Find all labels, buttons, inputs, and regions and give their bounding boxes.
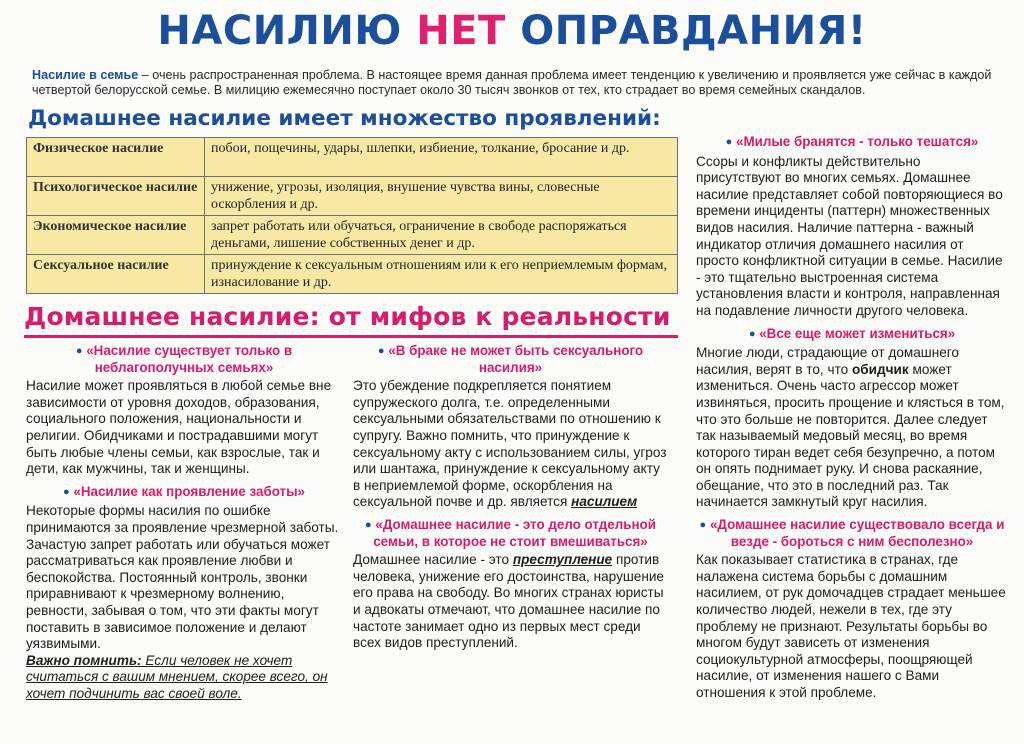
table-row bbox=[27, 255, 678, 294]
bullet-icon: ● bbox=[365, 518, 372, 531]
myth-text: Как показывает статистика в странах, где налажена система борьбы с домашним насилием, от рук домочадцев страдает меньшее количество людей, нежели в тех, где эту проблему не признают. Результаты борьбы во многом будут зависеть от изменения социокультурной атмосферы, поощряющей насилие, от изменения нашего с Вами отношения к этой проблеме. bbox=[696, 552, 1006, 700]
title-part-1: НАСИЛИЮ bbox=[157, 8, 417, 54]
myth-text: Некоторые формы насилия по ошибке принимаются за проявление чрезмерной заботы. Зачастую запрет работать или обучаться может рассматриваться как проявление любви и беспокойства. Постоянный контроль, звонки приравнивают к чрезмерному волнению, ревности, забывая о том, что эти факты могут поставить в зависимое положение и делают уязвимыми. bbox=[26, 503, 339, 652]
title-accent: НЕТ bbox=[416, 8, 506, 54]
bullet-icon: ● bbox=[75, 345, 83, 357]
table-cell-kind: Физическое насилие bbox=[27, 138, 205, 177]
myth-text: Ссоры и конфликты действительно присутствуют во многих семьях. Домашнее насилие представляет собой повторяющиеся во времени инциденты (паттерн) множественных видов насилия. Наличие паттерна - важный индикатор отличия домашнего насилия от просто конфликтной ситуации в семье. Насилие - это тщательно выстроенная система установления власти и контроля, направленная на подавление личности другого человека. bbox=[696, 153, 1003, 318]
myth-title: ● «Насилие существует только в неблагополучных семьях» bbox=[75, 343, 293, 375]
myth-text: Это убеждение подкрепляется понятием супружеского долга, т.е. определенными сексуальными обязательствами по отношению к супругу. Важно помнить, что принуждение к сексуальному акту с использованием силы, угроз или шантажа, принуждение к сексуальному акту в неприемлемой форме, оскорбления на сексуальной почве и др. является насилием bbox=[353, 378, 667, 510]
table-cell-desc: запрет работать или обучаться, ограничение в свободе распоряжаться деньгами, лишение собственных денег и др. bbox=[205, 216, 678, 255]
myths-column-left bbox=[26, 343, 342, 702]
myth-title: ● «Домашнее насилие существовало всегда и везде - бороться с ним бесполезно» bbox=[699, 517, 1005, 549]
bullet-icon: ● bbox=[699, 519, 707, 532]
emphasis-word: обидчик bbox=[851, 361, 909, 377]
myth-title: ● «Все еще может измениться» bbox=[748, 325, 956, 341]
myths-column-right bbox=[696, 134, 1008, 702]
bullet-icon: ● bbox=[748, 327, 756, 340]
myths-heading-underline bbox=[24, 335, 678, 338]
myth-title: ● «В браке не может быть сексуального насилия» bbox=[377, 343, 644, 375]
table-cell-kind: Сексуальное насилие bbox=[27, 255, 205, 294]
myths-heading: Домашнее насилие: от мифов к реальности bbox=[24, 302, 671, 331]
table-row bbox=[27, 138, 678, 177]
important-note-label: Важно помнить: bbox=[26, 652, 142, 668]
intro-paragraph bbox=[32, 68, 1007, 98]
table-cell-desc: побои, пощечины, удары, шлепки, избиение, толкание, бросание и др. bbox=[205, 138, 678, 177]
myth-title: ● «Насилие как проявление заботы» bbox=[63, 483, 305, 499]
bullet-icon: ● bbox=[377, 345, 385, 357]
title-part-2: ОПРАВДАНИЯ! bbox=[505, 8, 867, 54]
poster-title bbox=[0, 8, 1024, 54]
myth-text: Насилие может проявляться в любой семье вне зависимости от уровня доходов, образования, социального положения, национальности и религии. Обидчиками и пострадавшими могут быть любые члены семьи, как взрослые, так и дети, как мужчины, так и женщины. bbox=[26, 378, 332, 477]
myth-text: Многие люди, страдающие от домашнего насилия, верят в то, что обидчик может измениться. Очень часто агрессор может извиняться, просить прощение и клясться в том, что это больше не повторится. Далее следует так называемый медовый месяц, во время которого тиран ведет себя безупречно, а потом он опять поднимает руку. И снова раскаяние, обещание, что это в последний раз. Так начинается замкнутый круг насилия. bbox=[696, 345, 1005, 510]
table-cell-kind: Психологическое насилие bbox=[27, 177, 205, 216]
myth-title: ● «Домашнее насилие - это дело отдельной семьи, в которое не стоит вмешиваться» bbox=[365, 516, 656, 549]
emphasis-word: насилием bbox=[571, 494, 638, 510]
forms-heading: Домашнее насилие имеет множество проявлений: bbox=[28, 106, 661, 131]
table-row bbox=[27, 216, 678, 255]
table-cell-desc: принуждение к сексуальным отношениям или к его неприемлемым формам, изнасилование и др. bbox=[205, 255, 678, 294]
bullet-icon: ● bbox=[63, 485, 70, 498]
important-note bbox=[26, 653, 342, 703]
intro-lead: Насилие в семье bbox=[32, 68, 139, 82]
table-cell-desc: унижение, угрозы, изоляция, внушение чувства вины, словесные оскорбления и др. bbox=[205, 177, 678, 216]
emphasis-word: преступление bbox=[512, 552, 613, 568]
table-cell-kind: Экономическое насилие bbox=[27, 216, 205, 255]
intro-text: – очень распространенная проблема. В настоящее время данная проблема имеет тенденцию к увеличению и проявляется уже сейчас в каждой четвертой белорусской семье. В милицию ежемесячно поступает около 30 тысяч звонков от тех, кто страдает во время семейных скандалов. bbox=[32, 68, 992, 97]
table-row bbox=[27, 177, 678, 216]
myth-title: ● «Милые бранятся - только тешатся» bbox=[725, 134, 979, 149]
violence-forms-table bbox=[26, 137, 678, 294]
myths-column-middle bbox=[353, 343, 668, 652]
bullet-icon: ● bbox=[725, 136, 733, 148]
myth-text: Домашнее насилие - это преступление против человека, унижение его достоинства, нарушение его права на свободу. Во многих странах юристы и адвокаты отмечают, что домашнее насилие по частоте занимает одно из первых мест среди всех видов преступлений. bbox=[353, 552, 664, 651]
important-note-text: Если человек не хочет считаться с вашим мнением, скорее всего, он хочет подчинить вас своей воле. bbox=[26, 652, 328, 701]
